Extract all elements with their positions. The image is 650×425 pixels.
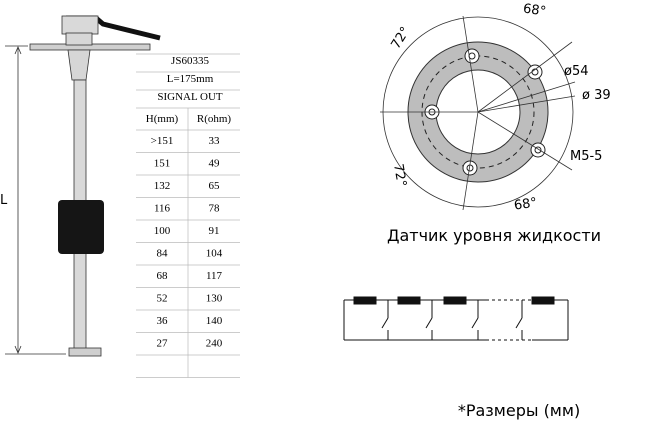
footnote: *Размеры (мм)	[457, 401, 581, 420]
height-cell: 68	[156, 270, 168, 282]
sensor-head	[66, 33, 92, 45]
resistance-cell: 49	[208, 157, 220, 170]
height-cell: 52	[156, 292, 168, 305]
reed-switch	[472, 300, 478, 340]
height-cell: 151	[153, 157, 171, 170]
header-resistance: R(ohm)	[196, 113, 232, 125]
outer-diameter-label: ø54	[564, 64, 589, 79]
resistance-cell: 240	[205, 337, 223, 350]
sensor-neck	[68, 50, 90, 80]
sensor-bottom-stop	[69, 348, 101, 356]
resistor	[354, 297, 376, 304]
flange-drawing	[380, 2, 611, 214]
resistance-cell: 117	[205, 270, 223, 282]
reed-switch	[426, 300, 432, 340]
bolt-circle-label: ø 39	[582, 88, 611, 103]
resistance-cell: 140	[205, 315, 223, 327]
height-cell: 84	[156, 247, 168, 260]
resistor	[444, 297, 466, 304]
length-dimension	[5, 46, 66, 354]
angle-top-left: 72°	[388, 24, 414, 52]
height-cell: 27	[156, 337, 168, 350]
height-cell: >151	[150, 135, 174, 147]
resistance-cell: 65	[208, 180, 220, 192]
caption: Датчик уровня жидкости	[386, 226, 602, 245]
resistance-cell: 78	[208, 202, 220, 215]
resistance-cell: 91	[208, 225, 220, 237]
height-cell: 36	[156, 315, 168, 327]
length-label: L	[0, 193, 8, 208]
screw-label: M5-5	[570, 149, 603, 164]
bolt-hole	[465, 49, 479, 63]
header-height: H(mm)	[145, 113, 179, 125]
height-cell: 132	[153, 180, 171, 192]
bolt-hole	[531, 143, 545, 157]
height-cell: 100	[153, 225, 171, 237]
angle-bottom-left: 72°	[390, 162, 409, 189]
circuit-diagram	[344, 297, 568, 340]
resistance-cell: 104	[205, 247, 223, 260]
height-cell: 116	[153, 202, 171, 215]
model-label: JS60335	[171, 55, 209, 67]
resistor	[532, 297, 554, 304]
reed-switch	[382, 300, 388, 340]
resistor	[398, 297, 420, 304]
angle-bottom-right: 68°	[513, 195, 538, 214]
sensor-drawing	[0, 16, 160, 356]
angle-top-right: 68°	[522, 1, 547, 20]
resistance-cell: 130	[205, 292, 223, 305]
signal-label: SIGNAL OUT	[157, 91, 223, 103]
reed-switch	[516, 300, 522, 340]
resistance-table	[136, 54, 240, 378]
sensor-float	[58, 200, 104, 254]
bolt-hole	[528, 65, 542, 79]
length-spec: L=175mm	[166, 73, 214, 85]
resistance-cell: 33	[208, 135, 220, 147]
